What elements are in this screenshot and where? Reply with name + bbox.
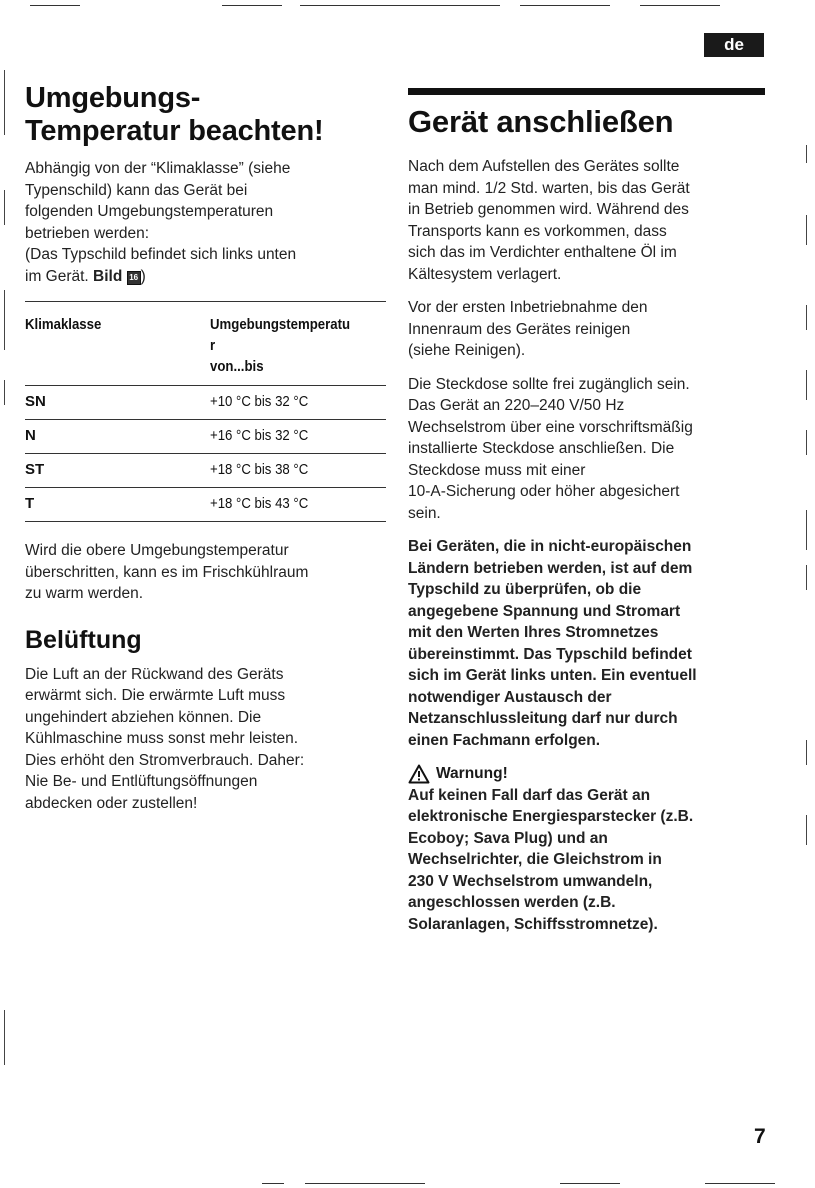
text-line: abdecken oder zustellen! (25, 794, 198, 812)
text-line: Ländern betrieben werden, ist auf dem (408, 559, 693, 577)
text-line: Innenraum des Gerätes reinigen (408, 320, 631, 338)
text-line: (Das Typschild befindet sich links unten (25, 246, 297, 263)
text-line: in Betrieb genommen wird. Während des (408, 201, 689, 218)
text-line: Die Steckdose sollte frei zugänglich sein. (408, 375, 690, 393)
section-rule (408, 88, 765, 95)
top-rule (640, 5, 720, 6)
text-line: Wechselrichter, die Gleichstrom in (408, 851, 662, 868)
bottom-rule (705, 1183, 775, 1184)
text-line: Wird die obere Umgebungstemperatur (25, 542, 289, 559)
margin-mark (806, 145, 807, 163)
climate-class-cell: T (25, 495, 35, 512)
left-column (25, 82, 390, 814)
bottom-rule (560, 1183, 620, 1184)
text-line: mit den Werten Ihres Stromnetzes (408, 624, 659, 641)
margin-mark (4, 290, 5, 350)
language-badge: de (704, 33, 764, 57)
table-row (25, 386, 386, 420)
header-text: r (210, 337, 216, 354)
text-line: ) (140, 267, 146, 285)
warning-text (408, 785, 768, 936)
ventilation-heading: Belüftung (25, 625, 142, 654)
bottom-rule (262, 1183, 284, 1184)
text-line: elektronische Energiesparstecker (z.B. (408, 808, 694, 825)
top-rule (300, 5, 500, 6)
margin-mark (806, 815, 807, 845)
text-line: im Gerät. (25, 267, 94, 285)
ventilation-text (25, 664, 390, 815)
margin-mark (4, 190, 5, 225)
text-line: Ecoboy; Sava Plug) und an (408, 829, 608, 847)
margin-mark (806, 565, 807, 590)
margin-mark (4, 70, 5, 135)
text-line: 10-A-Sicherung oder höher abgesichert (408, 483, 680, 500)
margin-mark (806, 305, 807, 330)
text-line: Auf keinen Fall darf das Gerät an (408, 786, 651, 804)
overheat-note (25, 540, 390, 605)
header-ambient-temperature (210, 302, 365, 386)
margin-mark (806, 740, 807, 765)
text-line: installierte Steckdose anschließen. Die (408, 440, 675, 457)
margin-mark (806, 430, 807, 455)
header-climate-class: Klimaklasse (25, 316, 102, 333)
temperature-range-cell: +16 °C bis 32 °C (210, 427, 309, 444)
temperature-range-cell: +18 °C bis 38 °C (210, 461, 309, 478)
text-line: (siehe Reinigen). (408, 342, 526, 359)
figure-number-box: 16 (127, 271, 141, 285)
text-line: Netzanschlussleitung darf nur durch (408, 710, 678, 727)
figure-reference: Bild (93, 267, 123, 285)
text-line: Bei Geräten, die in nicht-europäischen (408, 538, 692, 555)
waiting-time-paragraph (408, 156, 768, 285)
warning-triangle-icon (408, 764, 430, 784)
text-line: Solaranlagen, Schiffsstromnetze). (408, 915, 658, 933)
text-line: angegebene Spannung und Stromart (408, 602, 681, 620)
margin-mark (806, 510, 807, 550)
right-column (408, 88, 768, 935)
text-line: erwärmt sich. Die erwärmte Luft muss (25, 687, 286, 704)
bottom-rule (305, 1183, 425, 1184)
text-line: angeschlossen werden (z.B. (408, 894, 616, 911)
non-european-paragraph (408, 536, 768, 751)
text-line: folgenden Umgebungstemperaturen (25, 203, 274, 220)
cleaning-paragraph (408, 297, 768, 362)
header-text: Umgebungstemperatu (210, 316, 351, 333)
climate-class-table (25, 301, 386, 522)
text-line: Abhängig von der “Klimaklasse” (siehe (25, 160, 291, 177)
text-line: einen Fachmann erfolgen. (408, 731, 601, 749)
text-line: Kältesystem verlagert. (408, 265, 562, 283)
margin-mark (806, 370, 807, 400)
text-line: notwendiger Austausch der (408, 688, 612, 706)
text-line: Nie Be- und Entlüftungsöffnungen (25, 773, 258, 790)
socket-paragraph (408, 374, 768, 525)
header-text: von...bis (210, 358, 264, 375)
table-row (25, 488, 386, 522)
text-line: Transports kann es vorkommen, dass (408, 222, 667, 240)
text-line: Kühlmaschine muss sonst mehr leisten. (25, 730, 299, 747)
text-line: Vor der ersten Inbetriebnahme den (408, 299, 648, 316)
top-rule (520, 5, 610, 6)
warning-header (408, 763, 768, 785)
text-line: sich im Gerät links unten. Ein eventuell (408, 667, 697, 684)
text-line: überschritten, kann es im Frischkühlraum (25, 563, 309, 581)
heading-line: Umgebungs- (25, 82, 201, 114)
table-header-row (25, 302, 386, 386)
text-line: 230 V Wechselstrom umwandeln, (408, 872, 653, 890)
text-line: Typschild zu überprüfen, ob die (408, 581, 642, 598)
margin-mark (4, 380, 5, 405)
text-line: übereinstimmt. Das Typschild befindet (408, 645, 692, 663)
climate-class-cell: SN (25, 393, 46, 410)
heading-line: Temperatur beachten! (25, 115, 324, 147)
text-line: zu warm werden. (25, 585, 144, 602)
temperature-range-cell: +10 °C bis 32 °C (210, 393, 309, 410)
text-line: Die Luft an der Rückwand des Geräts (25, 665, 284, 683)
connect-appliance-heading: Gerät anschließen (408, 104, 674, 139)
text-line: man mind. 1/2 Std. warten, bis das Gerät (408, 179, 690, 197)
text-line: Wechselstrom über eine vorschriftsmäßig (408, 418, 693, 436)
text-line: ungehindert abziehen können. Die (25, 708, 262, 726)
climate-class-cell: N (25, 427, 36, 444)
text-line: Das Gerät an 220–240 V/50 Hz (408, 397, 625, 414)
text-line: sich das im Verdichter enthaltene Öl im (408, 244, 677, 261)
climate-class-cell: ST (25, 461, 45, 478)
table-row (25, 454, 386, 488)
text-line: Steckdose muss mit einer (408, 461, 586, 479)
text-line: Dies erhöht den Stromverbrauch. Daher: (25, 751, 305, 769)
top-rule (30, 5, 80, 6)
margin-mark (4, 1010, 5, 1065)
text-line: betrieben werden: (25, 224, 150, 242)
temperature-range-cell: +18 °C bis 43 °C (210, 495, 309, 512)
text-line: Nach dem Aufstellen des Gerätes sollte (408, 158, 680, 175)
text-line: sein. (408, 504, 441, 522)
top-rule (222, 5, 282, 6)
warning-label: Warnung! (436, 765, 508, 782)
page-number: 7 (754, 1125, 766, 1148)
table-row (25, 420, 386, 454)
margin-mark (806, 215, 807, 245)
text-line: Typenschild) kann das Gerät bei (25, 181, 248, 199)
ambient-temperature-heading (25, 82, 390, 148)
climate-class-intro (25, 158, 390, 287)
